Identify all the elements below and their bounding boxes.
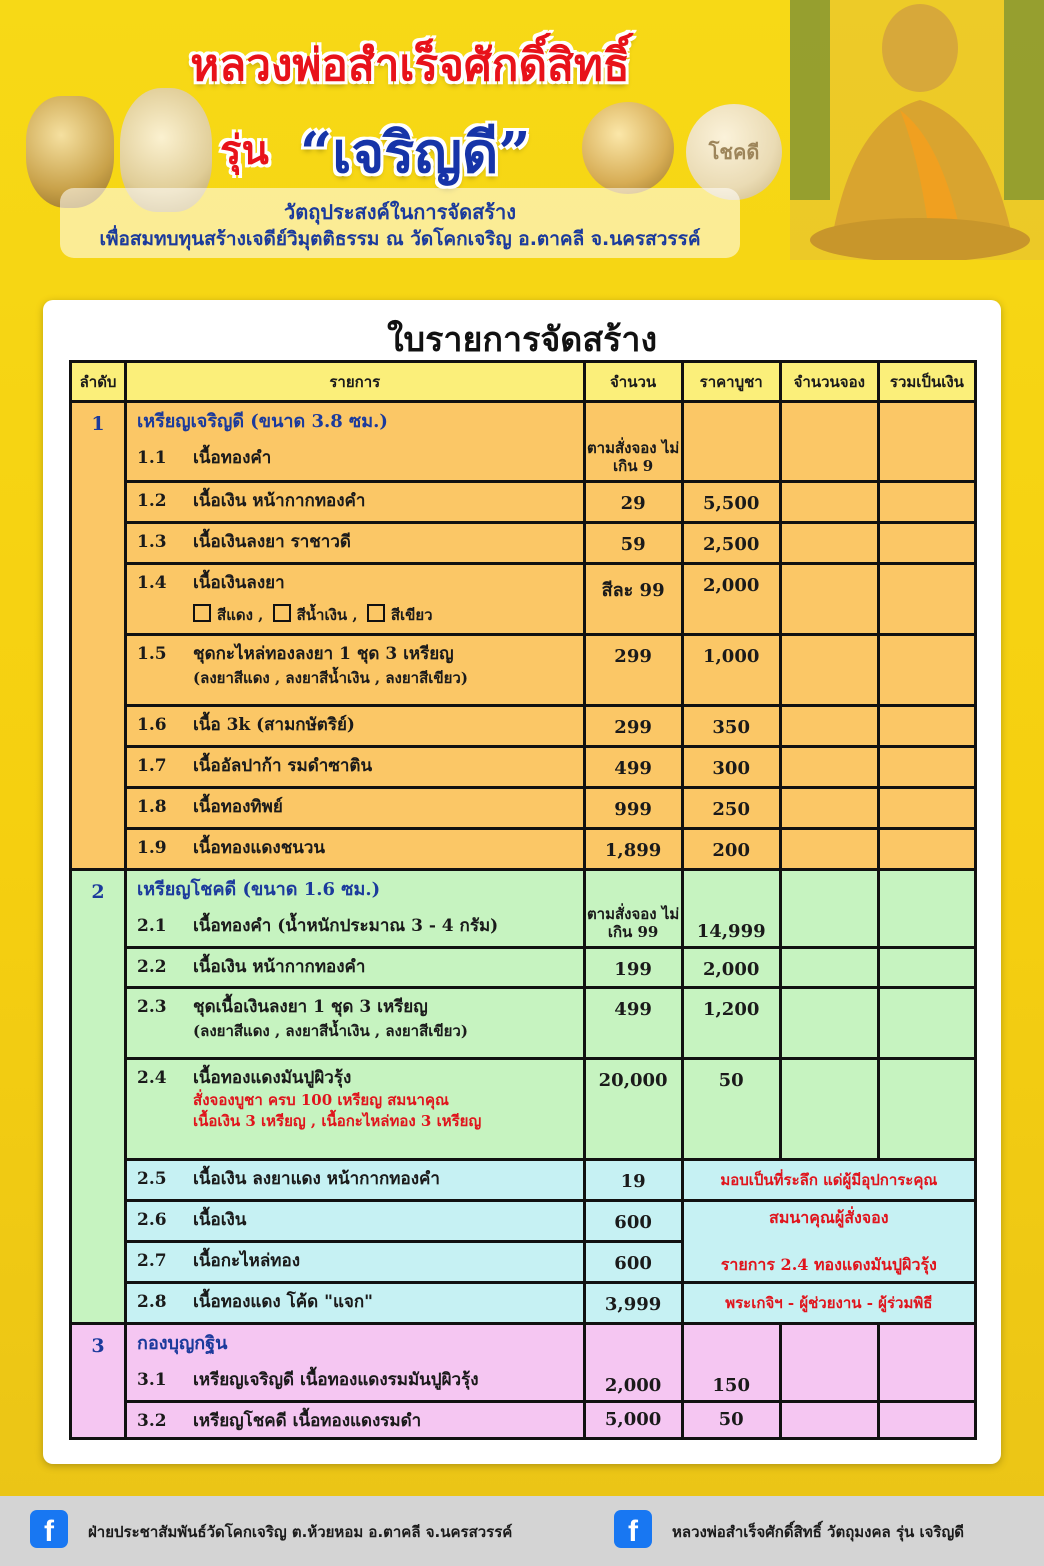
checkbox[interactable] <box>367 604 385 622</box>
item-name: เนื้อทองแดงมันปูผิวรุ้ง <box>193 1068 352 1088</box>
total-cell <box>878 1402 975 1439</box>
item-name: เหรียญโชคดี เนื้อทองแดงรมดำ <box>193 1411 422 1431</box>
total-cell <box>878 564 975 635</box>
column-header: ราคาบูชา <box>682 362 780 402</box>
table-row <box>71 1324 976 1402</box>
purpose-box <box>60 188 740 258</box>
item-code: 2.8 <box>137 1292 167 1312</box>
item-cell <box>126 1160 585 1201</box>
gift-note-line: สมนาคุณผู้สั่งจอง <box>769 1207 889 1227</box>
price-cell: 150 <box>682 1324 780 1402</box>
item-cell <box>126 523 585 564</box>
item-cell <box>126 1201 585 1242</box>
column-header: จำนวน <box>584 362 682 402</box>
bonus-note: เนื้อเงิน 3 เหรียญ , เนื้อกะไหล่ทอง 3 เหรียญ <box>193 1112 482 1130</box>
price-cell: 2,000 <box>682 948 780 988</box>
item-subtext: (ลงยาสีแดง , ลงยาสีน้ำเงิน , ลงยาสีเขียว) <box>193 1022 468 1041</box>
table-row <box>71 523 976 564</box>
item-name: เนื้อทองคำ (น้ำหนักประมาณ 3 - 4 กรัม) <box>193 915 499 936</box>
item-code: 2.7 <box>137 1251 167 1271</box>
column-header: จำนวนจอง <box>780 362 878 402</box>
reserve-input-cell[interactable] <box>780 564 878 635</box>
purpose-text: เพื่อสมทบทุนสร้างเจดีย์วิมุตติธรรม ณ วัดโคกเจริญ อ.ตาคลี จ.นครสวรรค์ <box>99 228 701 250</box>
qty-cell: สีละ 99 <box>584 564 682 635</box>
qty-cell: ตามสั่งจอง ไม่เกิน 9 <box>584 402 682 482</box>
total-cell <box>878 635 975 706</box>
price-cell: 50 <box>682 1402 780 1439</box>
price-cell: 1,000 <box>682 635 780 706</box>
footer-bar <box>0 1496 1044 1566</box>
reserve-input-cell[interactable] <box>780 829 878 870</box>
section-title: เหรียญโชคดี (ขนาด 1.6 ซม.) <box>137 879 381 900</box>
option-label: สีแดง , <box>217 606 264 625</box>
item-code: 2.1 <box>137 915 167 936</box>
qty-cell: 499 <box>584 988 682 1059</box>
item-code: 1.9 <box>137 838 167 858</box>
item-name: เนื้อเงิน หน้ากากทองคำ <box>193 957 366 977</box>
table-row <box>71 1059 976 1160</box>
qty-cell: 199 <box>584 948 682 988</box>
item-cell <box>126 1059 585 1160</box>
section-number: 3 <box>71 1324 126 1439</box>
reserve-input-cell[interactable] <box>780 747 878 788</box>
item-name: เนื้อทองทิพย์ <box>193 797 283 817</box>
table-row <box>71 564 976 635</box>
qty-cell: 1,899 <box>584 829 682 870</box>
qty-cell: 59 <box>584 523 682 564</box>
item-name: ชุดกะไหล่ทองลงยา 1 ชุด 3 เหรียญ <box>193 644 454 664</box>
option-label: สีเขียว <box>390 606 433 625</box>
main-title: หลวงพ่อสำเร็จศักดิ์สิทธิ์ <box>190 40 630 91</box>
reserve-input-cell[interactable] <box>780 482 878 523</box>
item-cell <box>126 747 585 788</box>
price-cell: 1,200 <box>682 988 780 1059</box>
item-cell <box>126 706 585 747</box>
table-row <box>71 635 976 706</box>
qty-cell: 600 <box>584 1201 682 1242</box>
item-name: ชุดเนื้อเงินลงยา 1 ชุด 3 เหรียญ <box>193 997 428 1017</box>
item-name: เหรียญเจริญดี เนื้อทองแดงรมมันปูผิวรุ้ง <box>193 1369 479 1390</box>
item-name: เนื้อทองแดงชนวน <box>193 838 326 858</box>
item-code: 1.7 <box>137 756 167 776</box>
reserve-input-cell[interactable] <box>780 1402 878 1439</box>
item-cell <box>126 870 585 948</box>
qty-cell: ตามสั่งจอง ไม่เกิน 99 <box>584 870 682 948</box>
total-cell <box>878 523 975 564</box>
item-code: 3.2 <box>137 1411 167 1431</box>
qty-cell: 499 <box>584 747 682 788</box>
qty-cell: 2,000 <box>584 1324 682 1402</box>
model-name: “เจริญดี” <box>300 120 531 186</box>
item-cell <box>126 1402 585 1439</box>
item-name: เนื้อ 3k (สามกษัตริย์) <box>193 715 355 735</box>
coin-text: โชคดี <box>708 140 760 164</box>
header-banner <box>0 0 1044 300</box>
item-name: เนื้ออัลปาก้า รมดำซาติน <box>193 756 373 776</box>
item-name: เนื้อเงิน ลงยาแดง หน้ากากทองคำ <box>193 1169 440 1189</box>
qty-cell: 29 <box>584 482 682 523</box>
reserve-input-cell[interactable] <box>780 788 878 829</box>
item-code: 1.6 <box>137 715 167 735</box>
qty-cell: 299 <box>584 635 682 706</box>
total-cell <box>878 747 975 788</box>
price-cell: 2,500 <box>682 523 780 564</box>
item-code: 1.3 <box>137 532 167 552</box>
item-code: 2.6 <box>137 1210 167 1230</box>
total-cell <box>878 948 975 988</box>
item-code: 2.2 <box>137 957 167 977</box>
price-cell: 250 <box>682 788 780 829</box>
table-row <box>71 1402 976 1439</box>
table-row <box>71 988 976 1059</box>
item-name: เนื้อทองแดง โค้ด "แจก" <box>193 1292 374 1312</box>
bonus-note: สั่งจองบูชา ครบ 100 เหรียญ สมนาคุณ <box>193 1091 449 1110</box>
item-cell <box>126 1324 585 1402</box>
price-cell: 14,999 <box>682 870 780 948</box>
medal-icon <box>582 102 674 194</box>
qty-cell: 19 <box>584 1160 682 1201</box>
item-cell <box>126 948 585 988</box>
table-row <box>71 788 976 829</box>
item-cell <box>126 1242 585 1283</box>
qty-cell: 20,000 <box>584 1059 682 1160</box>
item-code: 2.3 <box>137 997 167 1017</box>
table-row <box>71 747 976 788</box>
item-name: เนื้อกะไหล่ทอง <box>193 1251 301 1271</box>
total-cell <box>878 706 975 747</box>
item-code: 1.5 <box>137 644 167 664</box>
total-cell <box>878 402 975 482</box>
gift-note-line: รายการ 2.4 ทองแดงมันปูผิวรุ้ง <box>720 1254 937 1274</box>
reserve-input-cell[interactable] <box>780 706 878 747</box>
model-label: รุ่น <box>220 127 269 174</box>
column-header: รายการ <box>126 362 585 402</box>
price-cell: 200 <box>682 829 780 870</box>
item-cell <box>126 1283 585 1324</box>
checkbox[interactable] <box>273 604 291 622</box>
qty-cell: 299 <box>584 706 682 747</box>
item-cell <box>126 402 585 482</box>
table-row <box>71 1160 976 1201</box>
table-row <box>71 1283 976 1324</box>
section-title: กองบุญกฐิน <box>137 1333 228 1354</box>
section-number: 1 <box>71 402 126 870</box>
item-subtext: (ลงยาสีแดง , ลงยาสีน้ำเงิน , ลงยาสีเขียว) <box>193 669 468 688</box>
price-cell: 350 <box>682 706 780 747</box>
total-cell <box>878 870 975 948</box>
total-cell <box>878 1059 975 1160</box>
price-cell: 50 <box>682 1059 780 1160</box>
gift-note: มอบเป็นที่ระลึก แด่ผู้มีอุปการะคุณ <box>682 1160 975 1201</box>
footer-left-text: ฝ่ายประชาสัมพันธ์วัดโคกเจริญ ต.ห้วยหอม อ.ตาคลี จ.นครสวรรค์ <box>88 1523 513 1541</box>
item-cell <box>126 564 585 635</box>
reserve-input-cell[interactable] <box>780 402 878 482</box>
item-cell <box>126 788 585 829</box>
price-cell: 2,000 <box>682 564 780 635</box>
item-name: เนื้อเงิน หน้ากากทองคำ <box>193 491 366 511</box>
qty-cell: 999 <box>584 788 682 829</box>
color-options <box>137 604 575 625</box>
order-form-title: ใบรายการจัดสร้าง <box>386 320 658 360</box>
total-cell <box>878 788 975 829</box>
section-title: เหรียญเจริญดี (ขนาด 3.8 ซม.) <box>137 411 388 432</box>
reserve-input-cell[interactable] <box>780 1324 878 1402</box>
reserve-input-cell[interactable] <box>780 1059 878 1160</box>
medal-icon <box>686 104 782 200</box>
item-code: 1.1 <box>137 447 167 468</box>
buddha-statue-image <box>790 0 1044 260</box>
footer-right-text: หลวงพ่อสำเร็จศักดิ์สิทธิ์ วัตถุมงคล รุ่น เจริญดี <box>672 1523 964 1541</box>
table-row <box>71 1201 976 1242</box>
facebook-icon[interactable]: f <box>30 1510 68 1548</box>
reserve-input-cell[interactable] <box>780 948 878 988</box>
table-row <box>71 402 976 482</box>
total-cell <box>878 1324 975 1402</box>
qty-cell: 3,999 <box>584 1283 682 1324</box>
item-cell <box>126 988 585 1059</box>
item-code: 3.1 <box>137 1369 167 1390</box>
reserve-input-cell[interactable] <box>780 635 878 706</box>
table-row <box>71 706 976 747</box>
table-row <box>71 948 976 988</box>
checkbox[interactable] <box>193 604 211 622</box>
total-cell <box>878 829 975 870</box>
facebook-icon[interactable]: f <box>614 1510 652 1548</box>
column-header: ลำดับ <box>71 362 126 402</box>
table-row <box>71 829 976 870</box>
reserve-input-cell[interactable] <box>780 523 878 564</box>
qty-cell: 5,000 <box>584 1402 682 1439</box>
item-cell <box>126 482 585 523</box>
price-cell <box>682 402 780 482</box>
item-code: 1.8 <box>137 797 167 817</box>
table-header-row <box>71 362 976 402</box>
qty-cell: 600 <box>584 1242 682 1283</box>
item-code: 2.4 <box>137 1068 167 1088</box>
price-cell: 5,500 <box>682 482 780 523</box>
total-cell <box>878 482 975 523</box>
reserve-input-cell[interactable] <box>780 870 878 948</box>
option-label: สีน้ำเงิน , <box>296 606 358 625</box>
item-code: 1.2 <box>137 491 167 511</box>
table-row <box>71 870 976 948</box>
item-code: 2.5 <box>137 1169 167 1189</box>
order-table <box>69 360 977 1440</box>
reserve-input-cell[interactable] <box>780 988 878 1059</box>
total-cell <box>878 988 975 1059</box>
item-name: เนื้อเงิน <box>193 1210 247 1230</box>
item-cell <box>126 829 585 870</box>
table-row <box>71 482 976 523</box>
order-form-card <box>43 300 1001 1464</box>
item-name: เนื้อทองคำ <box>193 447 272 468</box>
column-header: รวมเป็นเงิน <box>878 362 975 402</box>
purpose-title: วัตถุประสงค์ในการจัดสร้าง <box>283 200 517 224</box>
item-name: เนื้อเงินลงยา ราชาวดี <box>193 532 351 552</box>
gift-note <box>682 1201 975 1283</box>
gift-note: พระเกจิฯ - ผู้ช่วยงาน - ผู้ร่วมพิธี <box>682 1283 975 1324</box>
item-code: 1.4 <box>137 573 167 593</box>
item-cell <box>126 635 585 706</box>
price-cell: 300 <box>682 747 780 788</box>
section-number: 2 <box>71 870 126 1324</box>
item-name: เนื้อเงินลงยา <box>193 573 285 593</box>
